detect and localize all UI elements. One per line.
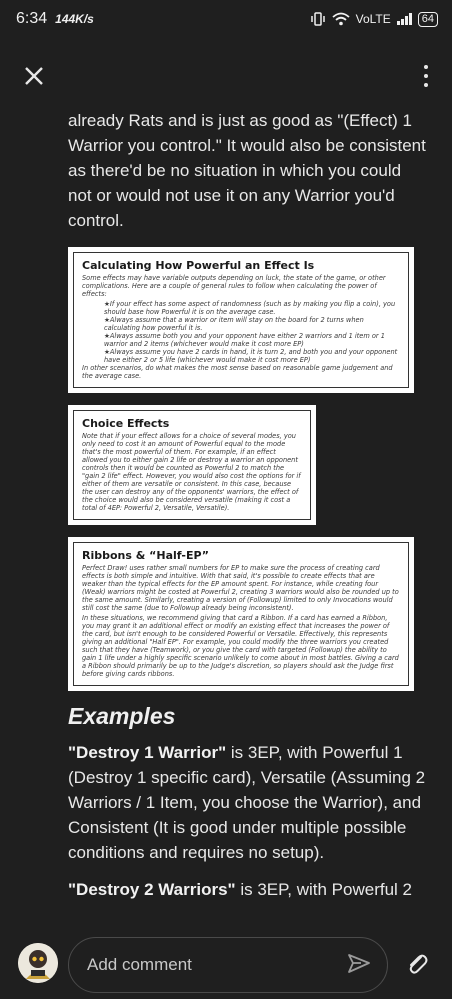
examples-heading: Examples	[68, 703, 176, 729]
rules-bullet: ★ Always assume that a warrior or item will stay on the board for 2 turns when calculating how powerful it is.	[104, 316, 400, 332]
carrier-label: VoLTE	[355, 12, 391, 26]
top-bar	[0, 50, 452, 100]
rules-box-border	[73, 252, 409, 388]
status-left	[16, 10, 94, 28]
rules-box-text	[82, 432, 302, 512]
user-avatar-icon	[18, 943, 58, 983]
rules-box-intro: Some effects may have variable outputs depending on luck, the state of the game, or other complications. Here are a couple of general rules to follow when calculating the power of effects:	[82, 274, 386, 298]
status-time: 6:34	[16, 10, 48, 27]
rules-box-border	[73, 410, 311, 520]
rules-bullet: ★ Always assume both you and your opponent have either 2 warriors and 1 item or 1 warrior and 2 items (whichever would make it cost more EP)	[104, 332, 400, 348]
comment-input[interactable]	[68, 937, 388, 993]
comment-placeholder: Add comment	[87, 955, 192, 974]
close-icon	[20, 62, 48, 90]
rules-image-choice[interactable]	[68, 405, 316, 525]
paperclip-icon	[404, 951, 430, 977]
rules-image-ribbons[interactable]	[68, 537, 414, 691]
battery-indicator: 64	[418, 12, 438, 27]
rules-box-body: Note that if your effect allows for a choice of several modes, you only need to cost it an amount of Powerful equal to the mode that's the most powerful of them. For example, if an effect allowed you to either gain 2 life or destroy a warrior an opponent controls then it would be counted as Powerful 2 to match the "gain 2 life" effect. However, you would also cost the options for if either of them are versatile or consistent. In this case, because the user can destroy any of the opponents' warriors, the effect of the choice would also be considered versatile (making it cost a total of 4EP: Powerful 2, Versatile, Versatile).	[82, 432, 301, 512]
more-options-button[interactable]	[420, 62, 432, 90]
avatar[interactable]	[18, 943, 58, 983]
vibrate-icon	[310, 12, 326, 26]
rules-box-border	[73, 542, 409, 686]
more-vert-icon-dot	[424, 65, 428, 69]
attach-button[interactable]	[404, 951, 430, 977]
rules-bullet-list	[82, 300, 400, 364]
example-text: is 3EP, with Powerful 1 (Destroy 1 specific card), Versatile (Assuming 2 Warriors / 1 Item, you choose the Warrior), and Consistent (It is good under multiple possible conditions and requires no setup).	[68, 743, 426, 862]
rules-box-para: In these situations, we recommend giving that card a Ribbon. If a card has earned a Ribbon, you may grant it an additional effect or modify an existing effect that increases the power of the card, but isn't enough to be considered Powerful or Versatile. Effectively, this represents giving an additional "Half EP". For example, you could modify the three warriors you created such that they have (Teamwork), or you give the card with targeted (Followup) the ability to gain 1 life under a highly specific scenario unlikely to come about in most battles. Giving a card a Ribbon should primarily be up to the Judge's discretion, so players should ask the Judge first before giving cards ribbons.	[82, 614, 399, 678]
post-content	[68, 108, 428, 902]
rules-bullet: ★ Always assume you have 2 cards in hand, it is turn 2, and both you and your opponent have either 2 or 5 life (whichever would make it cost more EP)	[104, 348, 400, 364]
more-vert-icon-dot	[424, 83, 428, 87]
rules-box-title: Ribbons & “Half-EP”	[82, 549, 209, 562]
rules-box-para: Perfect Draw! uses rather small numbers for EP to make sure the process of creating card effects is both simple and intuitive. With that said, it's possible to create effects that are weaker than the typical effects for the EP amount spent. For instance, while creating four (Weak) warriors might be costed at Powerful 2, creating 3 warriors would also be rounded up to the same amount. Similarly, creating a version of (Followup) limited to only Invocations would still cost the same (due to Followup already being inconsistent).	[82, 564, 399, 612]
rules-box-title: Choice Effects	[82, 417, 170, 430]
network-speed: 144K/s	[55, 12, 94, 26]
rules-box-text	[82, 564, 400, 678]
rules-bullet: ★ If your effect has some aspect of randomness (such as by making you flip a coin), you should base how Powerful it is on the average case.	[104, 300, 400, 316]
rules-box-title: Calculating How Powerful an Effect Is	[82, 259, 315, 272]
example-text: is 3EP, with Powerful 2	[235, 880, 412, 899]
status-right	[310, 12, 438, 27]
send-icon	[346, 951, 372, 977]
example-paragraph	[68, 740, 428, 865]
rules-box-text	[82, 274, 400, 380]
rules-box-outro: In other scenarios, do what makes the most sense based on reasonable game judgement and the average case.	[82, 364, 393, 380]
intro-paragraph: already Rats and is just as good as "(Effect) 1 Warrior you control." It would also be consistent as there'd be no situation in which you could not or would not use it on any Warrior you'd control.	[68, 111, 426, 230]
wifi-icon	[332, 12, 350, 26]
send-button[interactable]	[346, 951, 372, 977]
close-button[interactable]	[20, 62, 48, 90]
example-bold: "Destroy 1 Warrior"	[68, 743, 227, 762]
rules-image-powerful[interactable]	[68, 247, 414, 393]
example-paragraph	[68, 877, 428, 902]
example-bold: "Destroy 2 Warriors"	[68, 880, 236, 899]
comment-bar	[0, 935, 452, 999]
signal-icon	[397, 13, 412, 25]
status-bar	[0, 0, 452, 38]
more-vert-icon-dot	[424, 74, 428, 78]
